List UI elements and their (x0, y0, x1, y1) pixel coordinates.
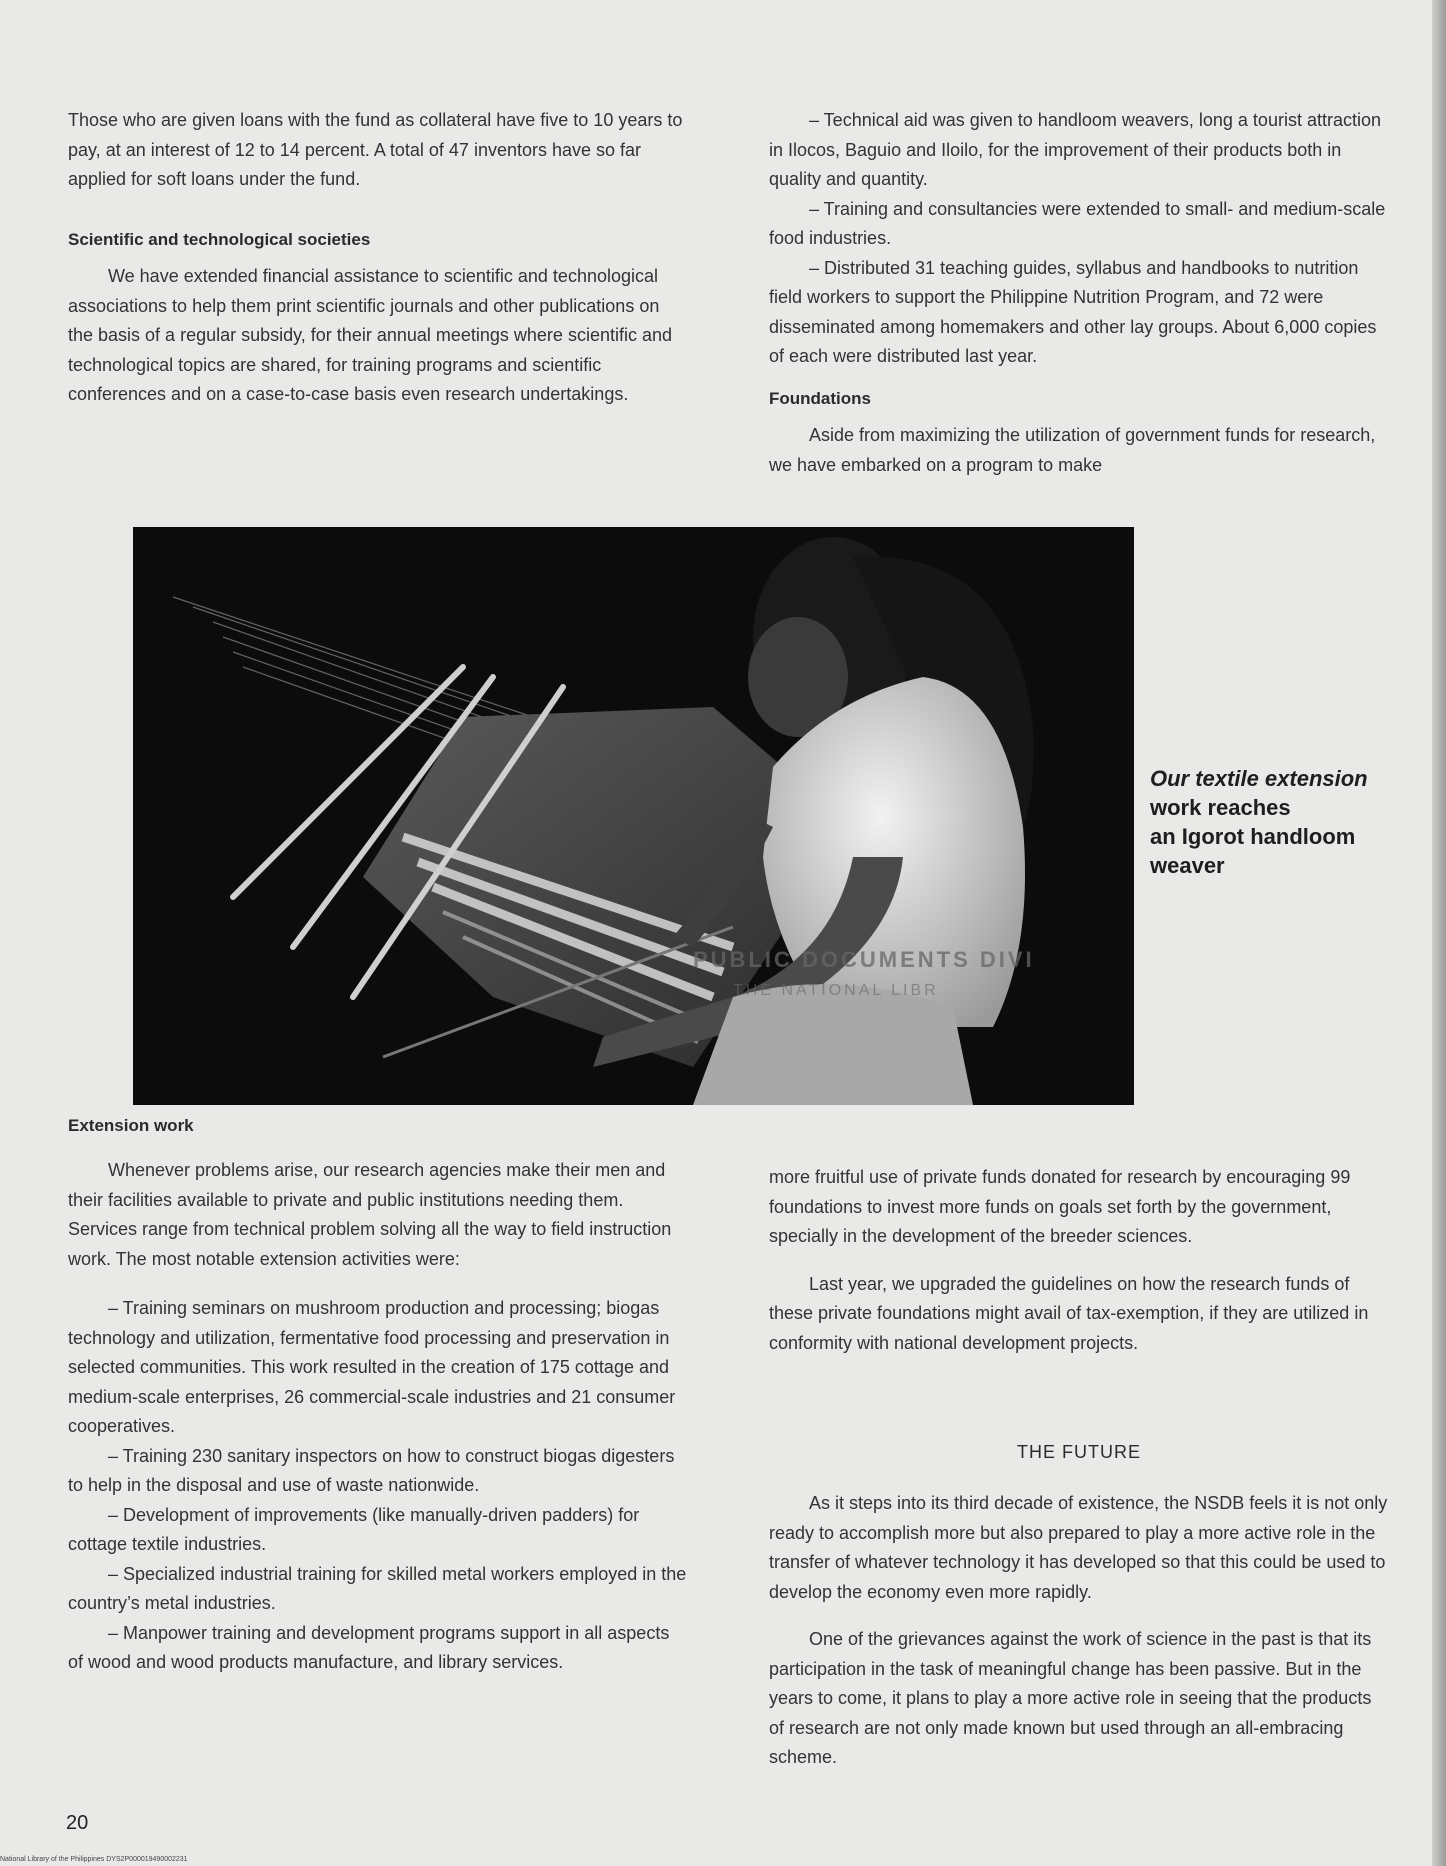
column-bottom-right-future (769, 1489, 1389, 1773)
page-number: 20 (66, 1812, 89, 1834)
caption-line-1: Our textile extension (1150, 766, 1368, 791)
future-heading: THE FUTURE (1017, 1442, 1141, 1462)
handloom-aid-item: – Technical aid was given to handloom weavers, long a tourist attraction in Ilocos, Baguio and Iloilo, for the improvement of their products both in quality and quantity. (769, 110, 1381, 189)
library-stamp-line2: THE NATIONAL LIBR (733, 982, 939, 999)
column-top-right (769, 106, 1389, 480)
extension-paragraph: Whenever problems arise, our research agencies make their men and their facilities available to private and public institutions needing them. Services range from technical problem solving all the way to field instruction work. The most notable extension activities were: (68, 1160, 672, 1269)
caption-line-2: work reaches (1150, 795, 1291, 820)
metal-workers-item: – Specialized industrial training for skilled metal workers employed in the country’s metal industries. (68, 1563, 687, 1613)
footer-credit: National Library of the Philippines DYS2P000019490002231 (0, 1856, 188, 1863)
foundations-heading: Foundations (769, 388, 871, 408)
library-stamp-line1: PUBLIC DOCUMENTS DIVI (693, 947, 1035, 972)
future-paragraph-1: As it steps into its third decade of existence, the NSDB feels it is not only ready to accomplish more but also prepared to play a more active role in the transfer of whatever technology it has developed so that this could be used to develop the economy even more rapidly. (769, 1493, 1388, 1602)
intro-paragraph: Those who are given loans with the fund as collateral have five to 10 years to pay, at an interest of 12 to 14 percent. A total of 47 inventors have so far applied for soft loans under the fund. (68, 110, 683, 189)
column-top-left (68, 106, 688, 410)
foundations-paragraph: Aside from maximizing the utilization of government funds for research, we have embarked on a program to make (769, 425, 1376, 475)
caption-line-3: an Igorot handloom (1150, 824, 1356, 849)
sanitary-inspectors-item: – Training 230 sanitary inspectors on how to construct biogas digesters to help in the disposal and use of waste nationwide. (68, 1445, 675, 1495)
weaver-photo (133, 527, 1134, 1105)
weaver-photo-illustration (133, 527, 1134, 1105)
future-paragraph-2: One of the grievances against the work of science in the past is that its participation in the task of meaningful change has been passive. But in the years to come, it plans to play a more active role in seeing that the products of research are not only made known but used through an all-embracing scheme. (769, 1629, 1372, 1767)
photo-caption (1150, 764, 1410, 880)
foundations-continued-paragraph: more fruitful use of private funds donated for research by encouraging 99 foundations to invest more funds on goals set forth by the government, specially in the development of the breeder sciences. (769, 1167, 1351, 1246)
extension-heading: Extension work (68, 1116, 194, 1135)
column-bottom-left (68, 1156, 688, 1678)
societies-heading: Scientific and technological societies (68, 229, 371, 249)
caption-line-4: weaver (1150, 853, 1225, 878)
nutrition-guides-item: – Distributed 31 teaching guides, syllabus and handbooks to nutrition field workers to support the Philippine Nutrition Program, and 72 were disseminated among homemakers and other lay groups. About 6,000 copies of each were distributed last year. (769, 257, 1377, 366)
food-industries-item: – Training and consultancies were extended to small- and medium-scale food industries. (769, 198, 1386, 248)
wood-products-item: – Manpower training and development programs support in all aspects of wood and wood products manufacture, and library services. (68, 1622, 670, 1672)
guidelines-paragraph: Last year, we upgraded the guidelines on how the research funds of these private foundations might avail of tax-exemption, if they are utilized in conformity with national development projects. (769, 1273, 1369, 1353)
societies-paragraph: We have extended financial assistance to scientific and technological associations to help them print scientific journals and other publications on the basis of a regular subsidy, for their annual meetings where scientific and technological topics are shared, for training programs and scientific conferences and on a case-to-case basis even research undertakings. (68, 266, 672, 404)
page-edge-shadow (1432, 0, 1446, 1866)
textile-padders-item: – Development of improvements (like manually-driven padders) for cottage textile industries. (68, 1504, 640, 1554)
column-bottom-right (769, 1163, 1389, 1358)
mushroom-training-item: – Training seminars on mushroom production and processing; biogas technology and utilization, fermentative food processing and preservation in selected communities. This work resulted in the creation of 175 cottage and medium-scale enterprises, 26 commercial-scale industries and 21 consumer cooperatives. (68, 1298, 676, 1436)
